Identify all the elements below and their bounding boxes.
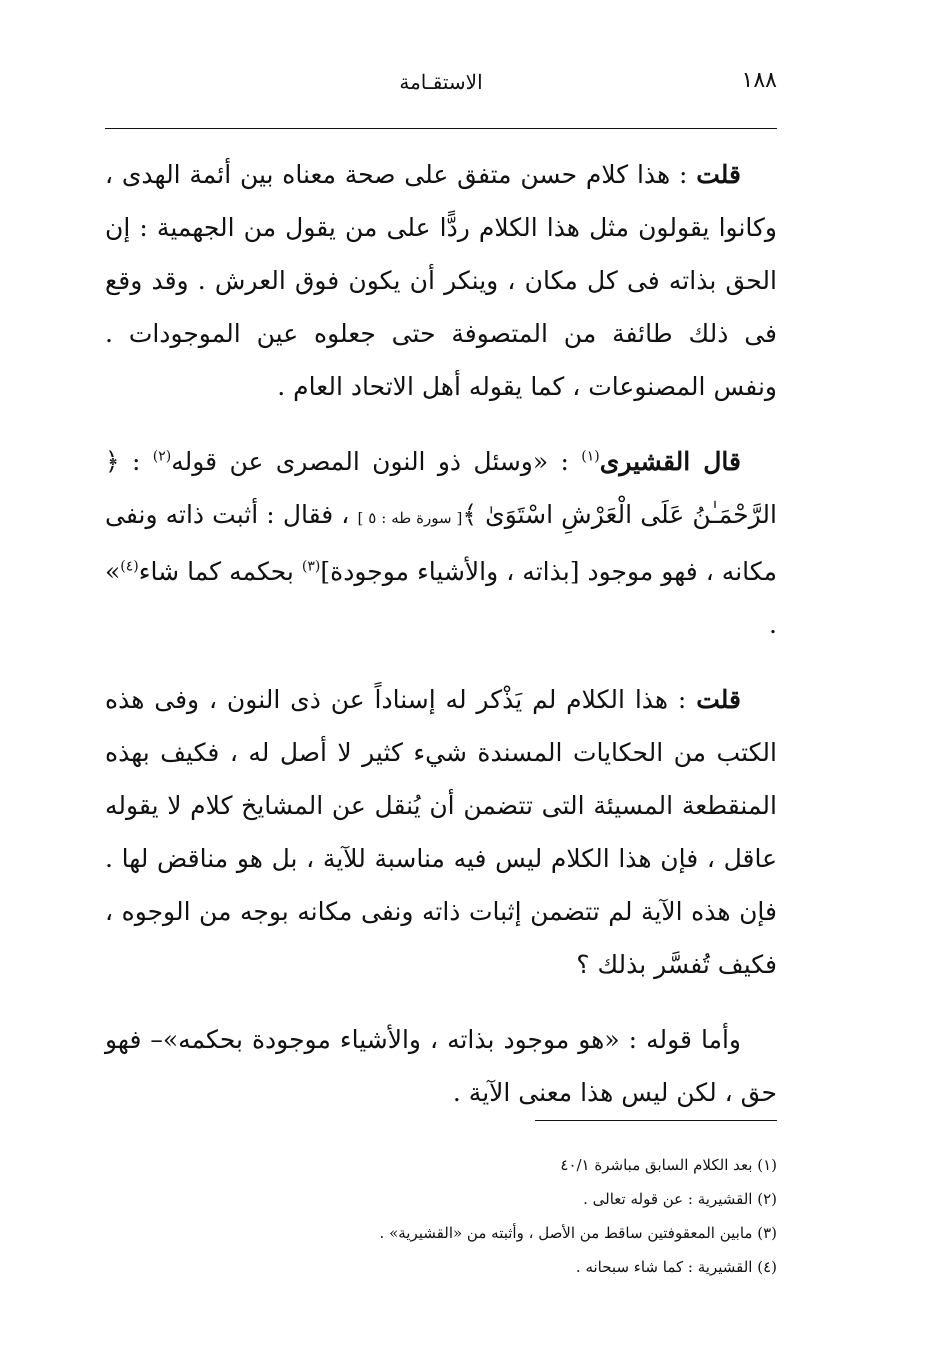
paragraph-2: [105, 435, 777, 651]
paragraph-text: : هذا الكلام لم يَذْكر له إسناداً عن ذى النون ، وفى هذه الكتب من الحكايات المسندة شيء كثير لا أصل له ، فكيف بهذه المنقطعة المسيئة التى تتضمن أن يُنقل عن المشايخ كلام لا يقوله عاقل ، فإن هذا الكلام ليس فيه مناسبة للآية ، بل هو مناقض لها . فإن هذه الآية لم تتضمن إثبات ذاته ونفى مكانه بوجه من الوجوه ، فكيف تُفسَّر بذلك ؟: [105, 685, 777, 979]
footnote-ref-1: (١): [581, 448, 600, 465]
footnote-3: (٣) مابين المعقوفتين ساقط من الأصل ، وأثبته من «القشيرية» .: [379, 1224, 777, 1242]
paragraph-text: : هذا كلام حسن متفق على صحة معناه بين أئمة الهدى ، وكانوا يقولون مثل هذا الكلام ردًّا على من يقول من الجهمية : إن الحق بذاته فى كل مكان ، وينكر أن يكون فوق العرش . وقد وقع فى ذلك طائفة من المتصوفة حتى جعلوه عين الموجودات . ونفس المصنوعات ، كما يقوله أهل الاتحاد العام .: [105, 160, 778, 401]
page-header: [105, 68, 777, 108]
paragraph-lead: قال القشيرى: [599, 447, 741, 476]
paragraph-lead: قلت: [696, 160, 741, 189]
header-rule: [105, 128, 777, 129]
paragraph-text: » .: [105, 557, 777, 639]
footnote-rule: [535, 1120, 777, 1121]
paragraph-text: بحكمه كما شاء: [138, 557, 302, 586]
paragraph-4: [105, 1013, 777, 1119]
footnote-1: (١) بعد الكلام السابق مباشرة ٤٠/١: [560, 1156, 777, 1174]
paragraph-text: : «وسئل ذو النون المصرى عن قوله: [171, 447, 582, 476]
page-number: ١٨٨: [741, 68, 777, 93]
running-title: الاستقـامة: [399, 70, 483, 94]
paragraph-text: وأما قوله : «هو موجود بذاته ، والأشياء موجودة بحكمه»– فهو حق ، لكن ليس هذا معنى الآية .: [105, 1025, 777, 1107]
footnote-ref-3: (٣): [301, 558, 321, 575]
footnote-ref-4: (٤): [120, 558, 139, 575]
footnotes: [105, 1148, 777, 1284]
footnote-ref-2: (٢): [152, 448, 172, 465]
main-text: [105, 148, 777, 1141]
paragraph-1: [105, 148, 777, 413]
verse-citation: [ سورة طه : ٥ ]: [357, 509, 463, 527]
footnote-2: (٢) القشيرية : عن قوله تعالى .: [583, 1190, 777, 1208]
footnote-4: (٤) القشيرية : كما شاء سبحانه .: [575, 1258, 777, 1276]
paragraph-text: ، فقال : أثبت ذاته ونفى مكانه ، فهو موجود [بذاته ، والأشياء موجودة]: [105, 500, 777, 586]
quran-verse: : ﴿ الرَّحْمَـٰنُ عَلَى الْعَرْشِ اسْتَوَىٰ ﴾: [105, 447, 777, 529]
paragraph-lead: قلت: [696, 685, 741, 714]
paragraph-3: [105, 673, 777, 991]
